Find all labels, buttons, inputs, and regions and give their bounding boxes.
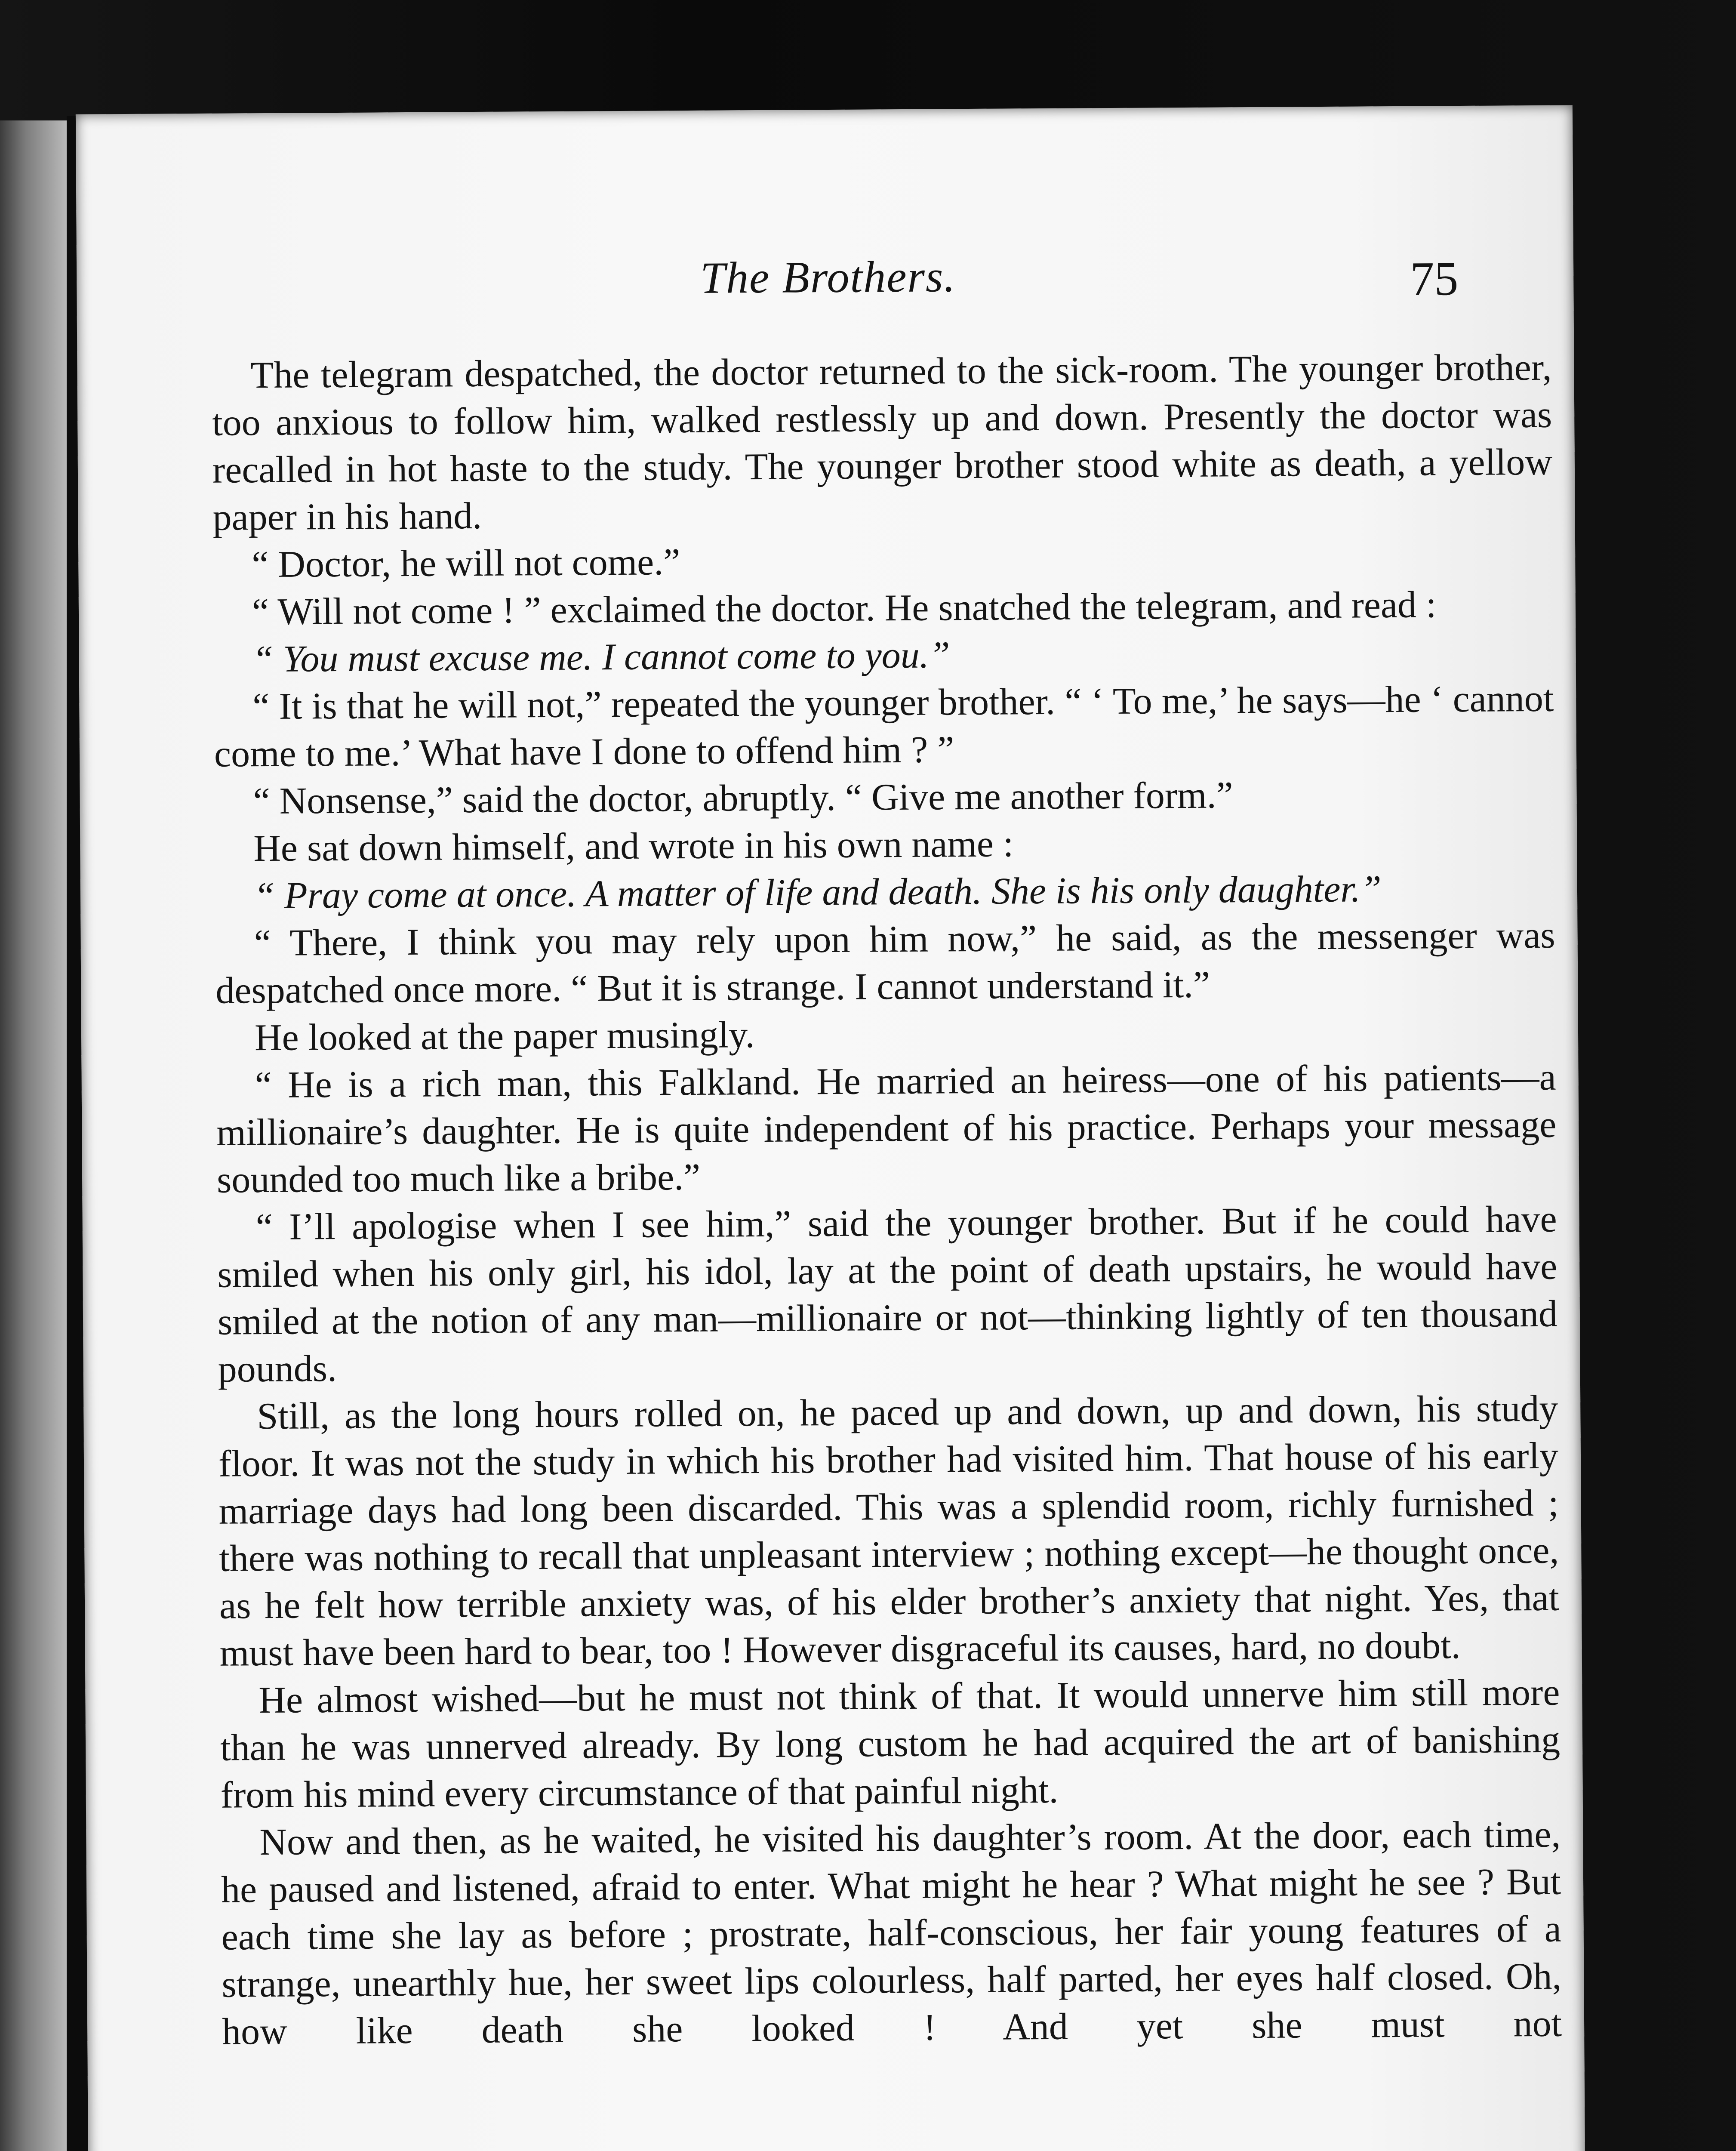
running-head-title: The Brothers. (700, 252, 956, 303)
paragraph: “ Nonsense,” said the doctor, abruptly. “ Give me another form.” (253, 774, 1233, 823)
page-number: 75 (1410, 252, 1459, 306)
paragraph: “ There, I think you may rely upon him now,” he said, as the messenger was despatched once more. “ But it is strange. I cannot understand it.” (215, 914, 1555, 1012)
paragraph-italic: “ Pray come at once. A matter of life and death. She is his only daughter.” (253, 868, 1382, 917)
paragraph: “ Will not come ! ” exclaimed the doctor. He snatched the telegram, and read : (252, 584, 1437, 633)
paragraph: Now and then, as he waited, he visited his daughter’s room. At the door, each time, he paused and listened, afraid to enter. What might he hear ? What might he see ? But each time she lay as before ; prostrate, half-conscious, her fair young features of a strange, unearthly hue, her sweet lips colourless, half parted, her eyes half closed. Oh, how like death she looked ! And yet she must not (221, 1813, 1562, 2053)
paragraph: Still, as the long hours rolled on, he paced up and down, up and down, his study floor. It was not the study in which his brother had visited him. That house of his early marriage days had long been discarded. This was a splendid room, richly furnished ; there was nothing to recall that unpleasant interview ; nothing except—he thought once, as he felt how terrible anxiety was, of his elder brother’s anxiety that night. Yes, that must have been hard to bear, too ! However disgraceful its causes, hard, no doubt. (218, 1387, 1560, 1674)
running-head (77, 247, 1574, 308)
paragraph: The telegram despatched, the doctor returned to the sick-room. The younger brother, too anxious to follow him, walked restlessly up and down. Presently the doctor was recalled in hot haste to the study. The younger brother stood white as death, a yellow paper in his hand. (212, 346, 1553, 539)
paragraph: “ I’ll apologise when I see him,” said the younger brother. But if he could have smiled when his only girl, his idol, lay at the point of death upstairs, he would have smiled at the notion of any man—millionaire or not—thinking lightly of ten thousand pounds. (217, 1198, 1558, 1390)
paragraph: “ Doctor, he will not come.” (252, 541, 680, 586)
paragraph: “ It is that he will not,” repeated the younger brother. “ ‘ To me,’ he says—he ‘ cannot come to me.’ What have I done to offend him ? ” (214, 678, 1554, 775)
paragraph: He looked at the paper musingly. (254, 1014, 755, 1059)
body-text (212, 344, 1562, 2056)
paragraph: He sat down himself, and wrote in his own name : (253, 823, 1014, 870)
paragraph: He almost wished—but he must not think of that. It would unnerve him still more than he was unnerved already. By long custom he had acquired the art of banishing from his mind every circumstance of that painful night. (220, 1671, 1561, 1816)
book-page (76, 105, 1589, 2151)
paragraph: “ He is a rich man, this Falkland. He married an heiress—one of his patients—a millionaire’s daughter. He is quite independent of his practice. Perhaps your message sounded too much like a bribe.” (216, 1056, 1557, 1201)
paragraph-italic: “ You must excuse me. I cannot come to you.” (252, 634, 950, 681)
